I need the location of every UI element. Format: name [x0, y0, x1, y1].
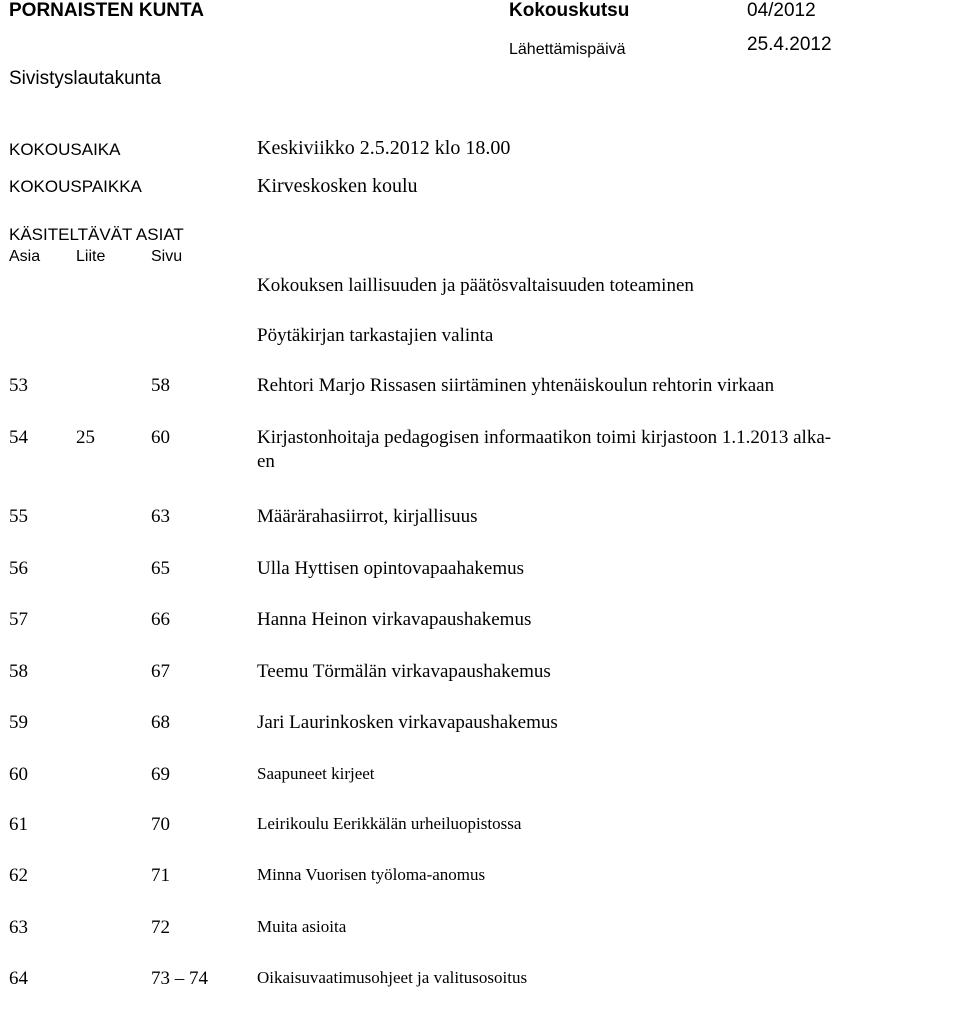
agenda-item-asia-number: 54 [9, 427, 28, 448]
meeting-place-label: KOKOUSPAIKKA [9, 177, 142, 196]
agenda-item-title: Teemu Törmälän virkavapaushakemus [257, 661, 551, 682]
agenda-item-liite-number: 25 [76, 427, 95, 448]
agenda-item-page-number: 70 [151, 814, 170, 835]
agenda-item-page-number: 65 [151, 558, 170, 579]
agenda-item-page-number: 67 [151, 661, 170, 682]
agenda-item-row [0, 815, 960, 855]
agenda-item-asia-number: 60 [9, 764, 28, 785]
meeting-place-value: Kirveskosken koulu [257, 175, 418, 197]
agenda-item-page-number: 63 [151, 506, 170, 527]
agenda-item-title: Leirikoulu Eerikkälän urheiluopistossa [257, 814, 522, 833]
agenda-item-asia-number: 57 [9, 609, 28, 630]
agenda-item-asia-number: 55 [9, 506, 28, 527]
agenda-item-title-continuation: en [257, 451, 275, 472]
agenda-item-page-number: 58 [151, 375, 170, 396]
agenda-item-asia-number: 59 [9, 712, 28, 733]
agenda-item-page-number: 73 – 74 [151, 968, 208, 989]
agenda-heading: KÄSITELTÄVÄT ASIAT [9, 225, 184, 244]
agenda-item-row [0, 427, 960, 472]
document-number: 04/2012 [747, 0, 816, 21]
agenda-item-page-number: 60 [151, 427, 170, 448]
column-header-asia: Asia [9, 248, 41, 265]
agenda-item-row [0, 713, 960, 753]
agenda-item-row [0, 507, 960, 547]
agenda-item-title: Hanna Heinon virkavapaushakemus [257, 609, 532, 630]
agenda-item-title: Jari Laurinkosken virkavapaushakemus [257, 712, 558, 733]
agenda-item-asia-number: 62 [9, 865, 28, 886]
agenda-item-asia-number: 61 [9, 814, 28, 835]
agenda-item-page-number: 72 [151, 917, 170, 938]
agenda-item-page-number: 69 [151, 764, 170, 785]
agenda-item-asia-number: 64 [9, 968, 28, 989]
agenda-item-asia-number: 56 [9, 558, 28, 579]
agenda-item-title: Oikaisuvaatimusohjeet ja valitusosoitus [257, 968, 528, 987]
send-date: 25.4.2012 [747, 34, 832, 55]
column-header-sivu: Sivu [151, 248, 183, 265]
agenda-item-row [0, 918, 960, 958]
agenda-item-row [0, 765, 960, 805]
agenda-item-page-number: 71 [151, 865, 170, 886]
agenda-item-title: Kirjastonhoitaja pedagogisen informaatikon toimi kirjastoon 1.1.2013 alka- [257, 427, 832, 448]
agenda-item-row [0, 662, 960, 702]
municipality-name: PORNAISTEN KUNTA [9, 0, 204, 21]
agenda-item-title: Minna Vuorisen työloma-anomus [257, 865, 486, 884]
agenda-item-asia-number: 53 [9, 375, 28, 396]
document-type: Kokouskutsu [509, 0, 630, 21]
agenda-item-title: Määrärahasiirrot, kirjallisuus [257, 506, 478, 527]
meeting-time-value: Keskiviikko 2.5.2012 klo 18.00 [257, 137, 511, 159]
intro-item: Kokouksen laillisuuden ja päätösvaltaisuuden toteaminen [257, 275, 694, 296]
agenda-item-asia-number: 63 [9, 917, 28, 938]
agenda-item-row [0, 610, 960, 650]
agenda-item-title: Ulla Hyttisen opintovapaahakemus [257, 558, 524, 579]
agenda-item-title: Saapuneet kirjeet [257, 764, 375, 783]
agenda-item-row [0, 559, 960, 599]
agenda-item-row [0, 969, 960, 1009]
agenda-item-row [0, 866, 960, 906]
send-date-label: Lähettämispäivä [509, 41, 626, 58]
intro-item: Pöytäkirjan tarkastajien valinta [257, 325, 494, 346]
agenda-item-title: Rehtori Marjo Rissasen siirtäminen yhtenäiskoulun rehtorin virkaan [257, 375, 775, 396]
meeting-time-label: KOKOUSAIKA [9, 140, 121, 159]
agenda-item-page-number: 66 [151, 609, 170, 630]
agenda-item-title: Muita asioita [257, 917, 347, 936]
column-header-liite: Liite [76, 248, 106, 265]
department-name: Sivistyslautakunta [9, 68, 162, 89]
agenda-item-page-number: 68 [151, 712, 170, 733]
agenda-item-asia-number: 58 [9, 661, 28, 682]
agenda-item-row [0, 376, 960, 416]
